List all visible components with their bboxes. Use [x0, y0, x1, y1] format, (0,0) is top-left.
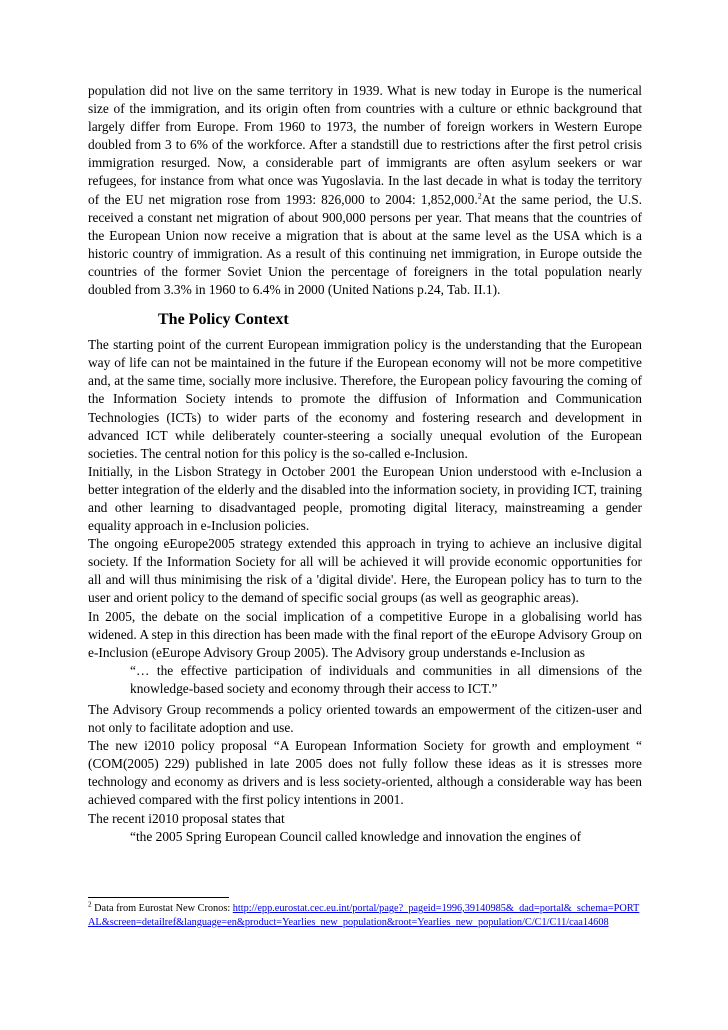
section-heading: The Policy Context [158, 311, 289, 329]
paragraph-migration-part1: population did not live on the same territory in 1939. What is new today in Europe is the numerical size of the immigration, and its origin often from countries with a culture or ethnic background that largely differ from Europe. From 1960 to 1973, the number of foreign workers in Western Europe doubled from 3 to 6% of the workforce. After a standstill due to restrictions after the first petrol crisis immigration resurged. Now, a considerable part of immigrants are often asylum seekers or war refugees, for instance from what once was Yugoslavia. In the last decade in what is today the territory of the EU net migration rose from 1993: 826,000 to 2004: 1,852,000. [88, 83, 642, 207]
paragraph-migration-part2: At the same period, the U.S. received a constant net migration of about 900,000 persons per year. That means that the countries of the European Union now receive a migration that is about at the same level as the USA which is a historic country of immigration. As a result of this continuing net immigration, in Europe outside the countries of the former Soviet Union the percentage of foreigners in the total population nearly doubled from 3.3% in 1960 to 6.4% in 2000 (United Nations p.24, Tab. II.1). [88, 191, 642, 298]
paragraph-i2010-recent: The recent i2010 proposal states that [88, 810, 285, 826]
footnote-reference[interactable]: 2 [477, 191, 482, 201]
paragraph-advisory-group: The Advisory Group recommends a policy oriented towards an empowerment of the citizen-user and not only to facilitate adoption and use. [88, 702, 642, 736]
paragraph-policy-intro: The starting point of the current European immigration policy is the understanding that the European way of life can not be maintained in the future if the European economy will not be more competitive and, at the same time, socially more inclusive. Therefore, the European policy favouring the coming of the Information Society intends to promote the diffusion of Information and Communication Technologies (ICTs) to wider parts of the economy and fostering research and development in advanced ICT while deliberately counter-steering a socially unequal evolution of the European societies. The central notion for this policy is the so-called e-Inclusion. [88, 337, 642, 461]
document-body [88, 82, 642, 846]
footnote [88, 902, 644, 929]
quote-spring-council: “the 2005 Spring European Council called knowledge and innovation the engines of [130, 828, 582, 844]
paragraph-lisbon: Initially, in the Lisbon Strategy in October 2001 the European Union understood with e-Inclusion a better integration of the elderly and the disabled into the information society, in providing ICT, training and other learning to disadvantaged people, promoting digital literacy, mainstreaming a gender equality approach in e-Inclusion policies. [88, 463, 642, 534]
paragraph-migration [88, 82, 642, 299]
footnote-number: 2 [88, 900, 92, 909]
paragraph-eeurope2005: The ongoing eEurope2005 strategy extended this approach in trying to achieve an inclusive digital society. If the Information Society for all will be achieved it will provide economic opportunities for all and will thus minimising the risk of a 'digital divide'. Here, the European policy has to turn to the user and orient policy to the demand of specific social groups (as well as geographic areas). [88, 536, 642, 606]
quote-e-inclusion: “… the effective participation of individuals and communities in all dimensions of the knowledge-based society and economy through their access to ICT.” [130, 662, 642, 696]
footnote-separator [88, 897, 229, 898]
footnote-link[interactable]: http://epp.eurostat.cec.eu.int/portal/page?_pageid=1996,39140985&_dad=portal&_schema=PORTAL&screen=detailref&language=en&product=Yearlies_new_population&root=Yearlies_new_population/C/C1/C11/caa14608 [88, 903, 640, 928]
footnote-text: Data from Eurostat New Cronos: [91, 903, 233, 914]
paragraph-i2010: The new i2010 policy proposal “A European Information Society for growth and employment “ (COM(2005) 229) published in late 2005 does not fully follow these ideas as it is stresses more technology and economy as drivers and is less society-oriented, although a considerable way has been achieved compared with the first policy intentions in 2001. [88, 738, 642, 808]
paragraph-2005-debate: In 2005, the debate on the social implication of a competitive Europe in a globalising world has widened. A step in this direction has been made with the final report of the eEurope Advisory Group on e-Inclusion (eEurope Advisory Group 2005). The Advisory group understands e-Inclusion as [88, 608, 642, 660]
